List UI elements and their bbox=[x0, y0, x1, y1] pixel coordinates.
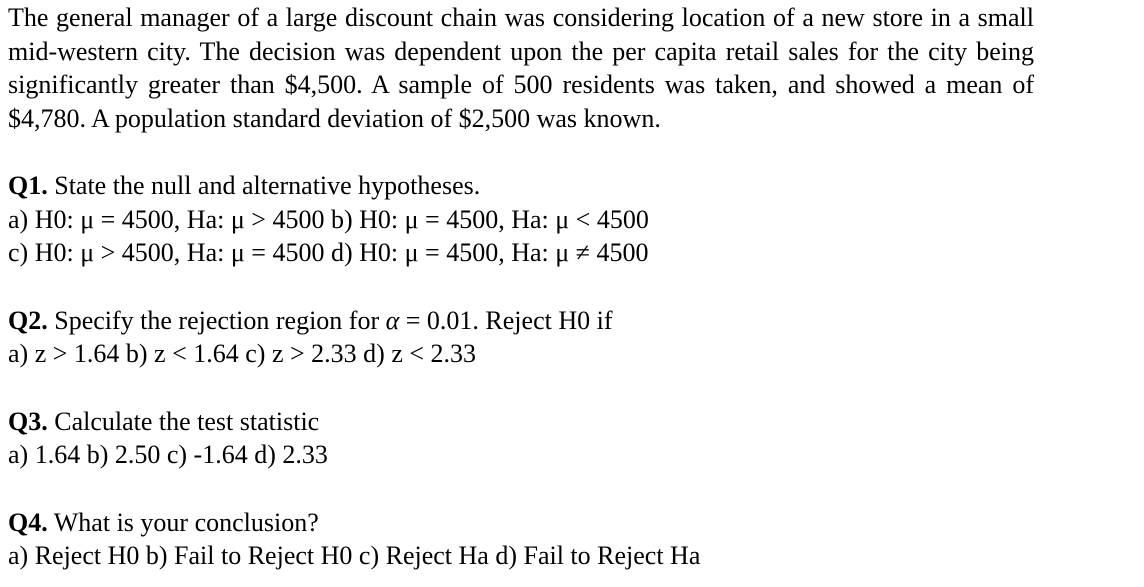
answer-options-line: a) Reject H0 b) Fail to Reject H0 c) Reject Ha d) Fail to Reject Ha bbox=[8, 541, 701, 570]
question-number: Q1. bbox=[8, 171, 48, 200]
question-1-header bbox=[8, 169, 1136, 203]
question-prompt: What is your conclusion? bbox=[53, 507, 319, 537]
question-prompt: State the null and alternative hypotheses. bbox=[54, 171, 481, 200]
question-2-header bbox=[8, 304, 1136, 338]
question-4-header bbox=[8, 506, 1136, 540]
question-prompt: Specify the rejection region for bbox=[54, 305, 380, 335]
answer-options-line: a) H0: μ = 4500, Ha: μ > 4500 b) H0: μ = 4500, Ha: μ < 4500 bbox=[8, 204, 649, 234]
question-prompt: Calculate the test statistic bbox=[54, 406, 320, 436]
problem-statement: The general manager of a large discount chain was considering location of a new store in a small mid-western city. The decision was dependent upon the per capita retail sales for the city being significantly greater than $4,500. A sample of 500 residents was taken, and showed a mean of $4,780. A population standard deviation of $2,500 was known. bbox=[8, 3, 1034, 133]
question-number: Q4. bbox=[8, 507, 48, 537]
answer-options-line: a) 1.64 b) 2.50 c) -1.64 d) 2.33 bbox=[8, 440, 328, 469]
question-number: Q2. bbox=[8, 305, 48, 335]
question-4 bbox=[8, 506, 1136, 573]
answer-options-line: a) z > 1.64 b) z < 1.64 c) z > 2.33 d) z < 2.33 bbox=[8, 339, 477, 368]
question-number: Q3. bbox=[8, 406, 48, 436]
document-page bbox=[8, 0, 1136, 573]
question-1 bbox=[8, 169, 1136, 270]
question-2 bbox=[8, 304, 1136, 371]
question-prompt-continued: = 0.01. Reject H0 if bbox=[405, 305, 613, 335]
alpha-symbol: α bbox=[385, 305, 400, 335]
question-3 bbox=[8, 405, 1136, 472]
answer-options-line: c) H0: μ > 4500, Ha: μ = 4500 d) H0: μ = 4500, Ha: μ ≠ 4500 bbox=[8, 238, 649, 267]
question-3-header bbox=[8, 405, 1136, 439]
